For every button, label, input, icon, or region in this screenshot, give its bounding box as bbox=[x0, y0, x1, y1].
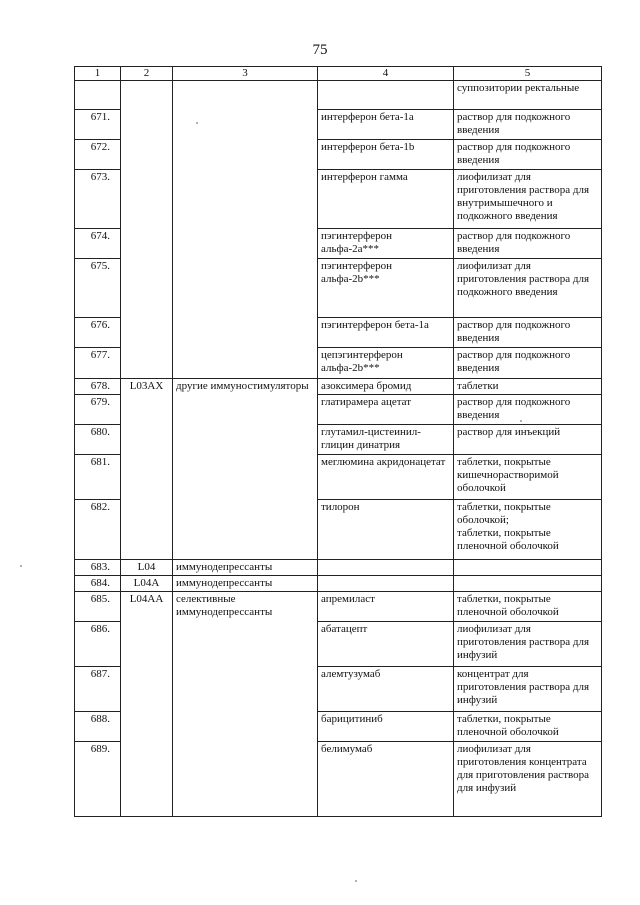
dosage-form: лиофилизат для приготовления концентрата для приготовления раствора для инфузий bbox=[454, 742, 602, 817]
atc-group-name: селективные иммунодепрессанты bbox=[173, 592, 318, 817]
row-number: 682. bbox=[75, 500, 121, 560]
row-number: 676. bbox=[75, 318, 121, 348]
dosage-form: раствор для подкожного введения bbox=[454, 229, 602, 259]
row-number: 681. bbox=[75, 455, 121, 500]
row-number: 675. bbox=[75, 259, 121, 318]
row-number: 673. bbox=[75, 170, 121, 229]
row-number: 684. bbox=[75, 576, 121, 592]
row-number: 679. bbox=[75, 395, 121, 425]
drug-name bbox=[318, 560, 454, 576]
drug-name: барицитиниб bbox=[318, 712, 454, 742]
drug-name: пэгинтерферон альфа-2b*** bbox=[318, 259, 454, 318]
table-row bbox=[75, 379, 602, 395]
scan-speck bbox=[196, 122, 198, 124]
row-number: 678. bbox=[75, 379, 121, 395]
dosage-form: концентрат для приготовления раствора для инфузий bbox=[454, 667, 602, 712]
row-number: 677. bbox=[75, 348, 121, 379]
atc-group-name: иммунодепрессанты bbox=[173, 576, 318, 592]
table-row bbox=[75, 592, 602, 622]
drug-name bbox=[318, 81, 454, 110]
drug-name: апремиласт bbox=[318, 592, 454, 622]
row-number: 672. bbox=[75, 140, 121, 170]
table-row bbox=[75, 81, 602, 110]
atc-code: L03AX bbox=[121, 379, 173, 560]
atc-group-name: другие иммуностимуляторы bbox=[173, 379, 318, 560]
drug-name: тилорон bbox=[318, 500, 454, 560]
row-number: 687. bbox=[75, 667, 121, 712]
drug-name: абатацепт bbox=[318, 622, 454, 667]
dosage-form: раствор для инъекций bbox=[454, 425, 602, 455]
dosage-form: таблетки, покрытые пленочной оболочкой bbox=[454, 592, 602, 622]
drug-name: пэгинтерферон бета-1a bbox=[318, 318, 454, 348]
col-header-3: 3 bbox=[173, 67, 318, 81]
row-number: 688. bbox=[75, 712, 121, 742]
drug-name bbox=[318, 576, 454, 592]
dosage-form: таблетки, покрытые кишечнорастворимой оболочкой bbox=[454, 455, 602, 500]
dosage-form: таблетки, покрытые оболочкой; таблетки, покрытые пленочной оболочкой bbox=[454, 500, 602, 560]
row-number: 683. bbox=[75, 560, 121, 576]
drug-name: белимумаб bbox=[318, 742, 454, 817]
table-row bbox=[75, 560, 602, 576]
dosage-form: таблетки, покрытые пленочной оболочкой bbox=[454, 712, 602, 742]
col-header-1: 1 bbox=[75, 67, 121, 81]
row-number: 685. bbox=[75, 592, 121, 622]
atc-group-name bbox=[173, 81, 318, 379]
dosage-form: лиофилизат для приготовления раствора для внутримышечного и подкожного введения bbox=[454, 170, 602, 229]
col-header-5: 5 bbox=[454, 67, 602, 81]
dosage-form bbox=[454, 560, 602, 576]
row-number: 680. bbox=[75, 425, 121, 455]
scan-speck bbox=[20, 565, 22, 567]
drug-name: интерферон гамма bbox=[318, 170, 454, 229]
dosage-form bbox=[454, 576, 602, 592]
row-number: 686. bbox=[75, 622, 121, 667]
dosage-form: раствор для подкожного введения bbox=[454, 140, 602, 170]
atc-code: L04A bbox=[121, 576, 173, 592]
drug-name: азоксимера бромид bbox=[318, 379, 454, 395]
column-number-row bbox=[75, 67, 602, 81]
atc-code: L04 bbox=[121, 560, 173, 576]
row-number: 689. bbox=[75, 742, 121, 817]
atc-code: L04AA bbox=[121, 592, 173, 817]
scan-speck bbox=[355, 880, 357, 882]
row-number: 674. bbox=[75, 229, 121, 259]
scan-speck bbox=[520, 420, 522, 422]
table-row bbox=[75, 576, 602, 592]
drug-list-table bbox=[74, 66, 602, 817]
dosage-form: лиофилизат для приготовления раствора для подкожного введения bbox=[454, 259, 602, 318]
atc-code bbox=[121, 81, 173, 379]
dosage-form: таблетки bbox=[454, 379, 602, 395]
dosage-form: лиофилизат для приготовления раствора для инфузий bbox=[454, 622, 602, 667]
dosage-form: раствор для подкожного введения bbox=[454, 348, 602, 379]
dosage-form: раствор для подкожного введения bbox=[454, 395, 602, 425]
drug-name: интерферон бета-1a bbox=[318, 110, 454, 140]
drug-name: цепэгинтерферон альфа-2b*** bbox=[318, 348, 454, 379]
dosage-form: раствор для подкожного введения bbox=[454, 318, 602, 348]
dosage-form: раствор для подкожного введения bbox=[454, 110, 602, 140]
col-header-2: 2 bbox=[121, 67, 173, 81]
dosage-form: суппозитории ректальные bbox=[454, 81, 602, 110]
page-number: 75 bbox=[312, 42, 328, 58]
drug-name: глутамил-цистеинил-глицин динатрия bbox=[318, 425, 454, 455]
drug-name: интерферон бета-1b bbox=[318, 140, 454, 170]
drug-name: пэгинтерферон альфа-2a*** bbox=[318, 229, 454, 259]
drug-name: глатирамера ацетат bbox=[318, 395, 454, 425]
drug-name: меглюмина акридонацетат bbox=[318, 455, 454, 500]
drug-name: алемтузумаб bbox=[318, 667, 454, 712]
col-header-4: 4 bbox=[318, 67, 454, 81]
row-number: 671. bbox=[75, 110, 121, 140]
row-number bbox=[75, 81, 121, 110]
atc-group-name: иммунодепрессанты bbox=[173, 560, 318, 576]
